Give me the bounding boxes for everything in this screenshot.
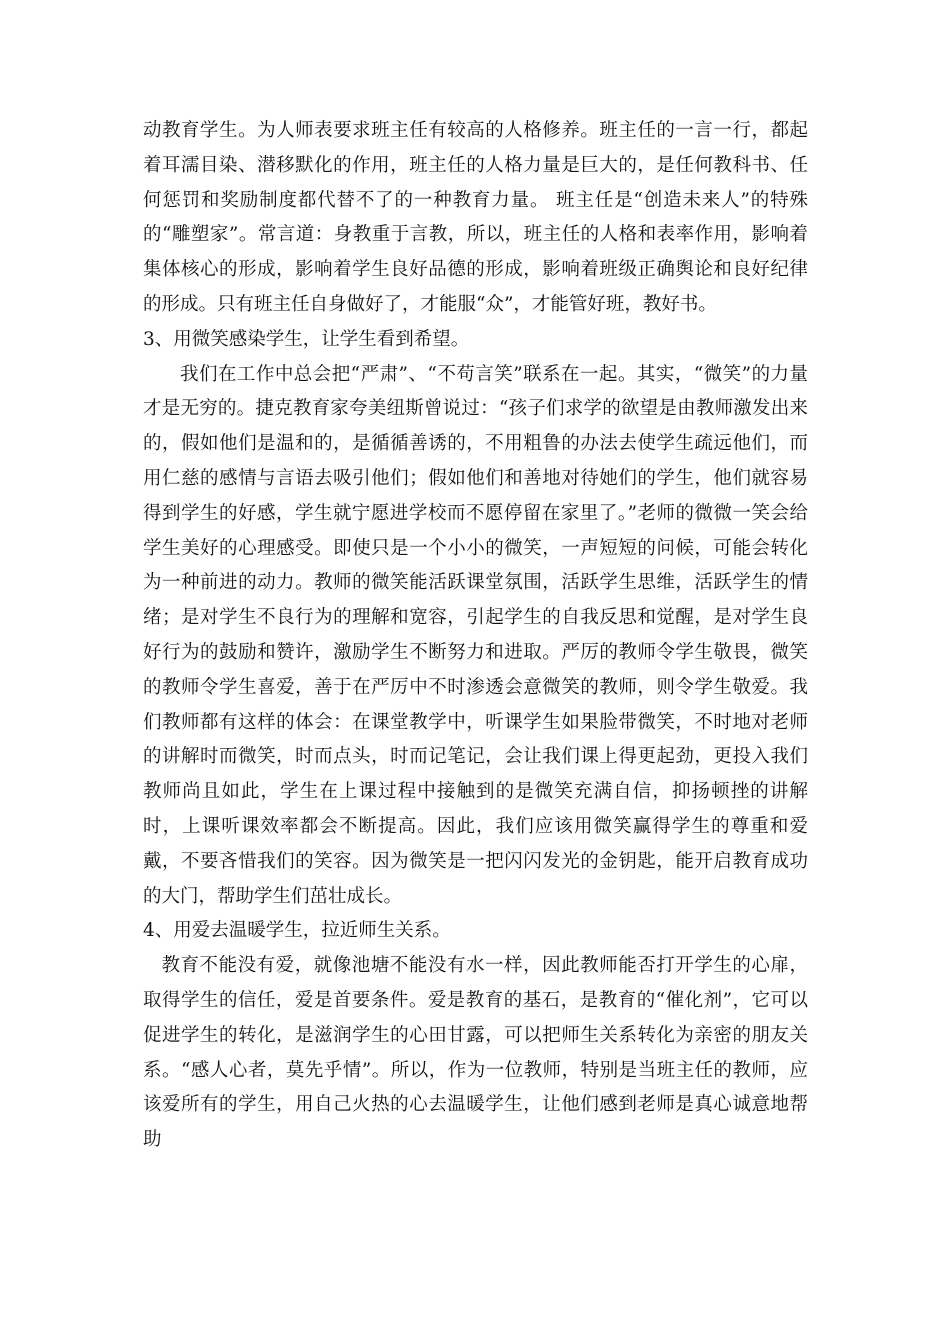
paragraph-personality: 动教育学生。为人师表要求班主任有较高的人格修养。班主任的一言一行，都起着耳濡目染、潜移默化的作用，班主任的人格力量是巨大的，是任何教科书、任何惩罚和奖励制度都代替不了的一种教育力量。 班主任是“创造未来人”的特殊的“雕塑家”。常言道：身教重于言教，所以，班主任的人格和表率作用，影响着集体核心的形成，影响着学生良好品德的形成，影响着班级正确舆论和良好纪律的形成。只有班主任自身做好了，才能服“众”，才能管好班，教好书。 (143, 120, 808, 315)
section-heading-3: 3、用微笑感染学生，让学生看到希望。 (143, 328, 470, 350)
document-body (143, 114, 808, 1158)
section-heading-4: 4、用爱去温暖学生，拉近师生关系。 (143, 920, 451, 942)
paragraph-smile: 我们在工作中总会把“严肃”、“不苟言笑”联系在一起。其实，“微笑”的力量才是无穷的。捷克教育家夸美纽斯曾说过：“孩子们求学的欲望是由教师激发出来的，假如他们是温和的，是循循善诱的，不用粗鲁的办法去使学生疏远他们，而用仁慈的感情与言语去吸引他们；假如他们和善地对待她们的学生，他们就容易得到学生的好感，学生就宁愿进学校而不愿停留在家里了。”老师的微微一笑会给学生美好的心理感受。即使只是一个小小的微笑，一声短短的问候，可能会转化为一种前进的动力。教师的微笑能活跃课堂氛围，活跃学生思维，活跃学生的情绪；是对学生不良行为的理解和宽容，引起学生的自我反思和觉醒，是对学生良好行为的鼓励和赞许，激励学生不断努力和进取。严厉的教师令学生敬畏，微笑的教师令学生喜爱，善于在严厉中不时渗透会意微笑的教师，则令学生敬爱。我们教师都有这样的体会：在课堂教学中，听课学生如果脸带微笑，不时地对老师的讲解时而微笑，时而点头，时而记笔记，会让我们课上得更起劲，更投入我们教师尚且如此，学生在上课过程中接触到的是微笑充满自信，抑扬顿挫的讲解时，上课听课效率都会不断提高。因此，我们应该用微笑赢得学生的尊重和爱戴，不要吝惜我们的笑容。因为微笑是一把闪闪发光的金钥匙，能开启教育成功的大门，帮助学生们茁壮成长。 (143, 363, 808, 907)
paragraph-love: 教育不能没有爱，就像池塘不能没有水一样，因此教师能否打开学生的心扉，取得学生的信任，爱是首要条件。爱是教育的基石，是教育的“催化剂”，它可以促进学生的转化，是滋润学生的心田甘露，可以把师生关系转化为亲密的朋友关系。“感人心者，莫先乎情”。所以，作为一位教师，特别是当班主任的教师，应该爱所有的学生，用自己火热的心去温暖学生，让他们感到老师是真心诚意地帮助 (143, 955, 808, 1151)
